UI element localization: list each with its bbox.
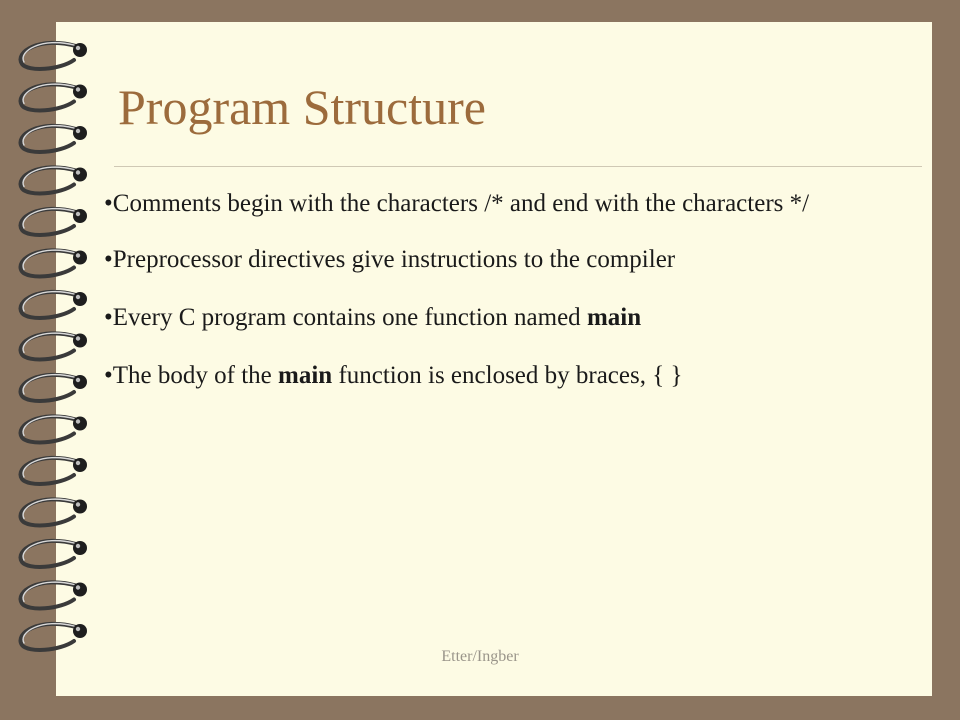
- binding-ring: [21, 458, 87, 484]
- binding-ring: [21, 499, 87, 525]
- binding-ring: [21, 541, 87, 567]
- binding-ring: [21, 126, 87, 152]
- binding-ring: [21, 292, 87, 318]
- spiral-binding-icon: [0, 0, 110, 720]
- slide-footer: Etter/Ingber: [441, 648, 519, 665]
- bullet-text: Every C program contains one function named: [112, 304, 587, 331]
- bullet-preprocessor: [104, 242, 904, 278]
- binding-ring: [21, 375, 87, 401]
- bullet-comments: [104, 186, 904, 222]
- bullet-marker: •: [104, 190, 113, 217]
- title-divider: [114, 166, 922, 167]
- binding-ring: [21, 167, 87, 193]
- binding-ring: [21, 333, 87, 359]
- binding-ring: [21, 416, 87, 442]
- slide-title: Program Structure: [118, 79, 486, 135]
- bullet-marker: •: [104, 246, 113, 273]
- binding-ring: [21, 624, 87, 650]
- bullet-main-function: [104, 300, 904, 336]
- bullet-keyword: main: [586, 304, 642, 331]
- bullet-braces: [104, 358, 904, 394]
- binding-ring: [21, 250, 87, 276]
- binding-ring: [21, 582, 87, 608]
- binding-ring: [21, 209, 87, 235]
- bullet-keyword: main: [278, 362, 333, 389]
- bullet-list: [104, 186, 904, 394]
- bullet-marker: •: [104, 304, 113, 331]
- bullet-marker: •: [104, 362, 113, 389]
- bullet-text: Preprocessor directives give instructions to the compiler: [112, 246, 676, 273]
- bullet-text: The body of the: [112, 362, 278, 389]
- bullet-text: Comments begin with the characters /* and end with the characters */: [112, 190, 810, 217]
- binding-ring: [21, 43, 87, 69]
- binding-ring: [21, 84, 87, 110]
- bullet-text-after: function is enclosed by braces, { }: [332, 362, 683, 389]
